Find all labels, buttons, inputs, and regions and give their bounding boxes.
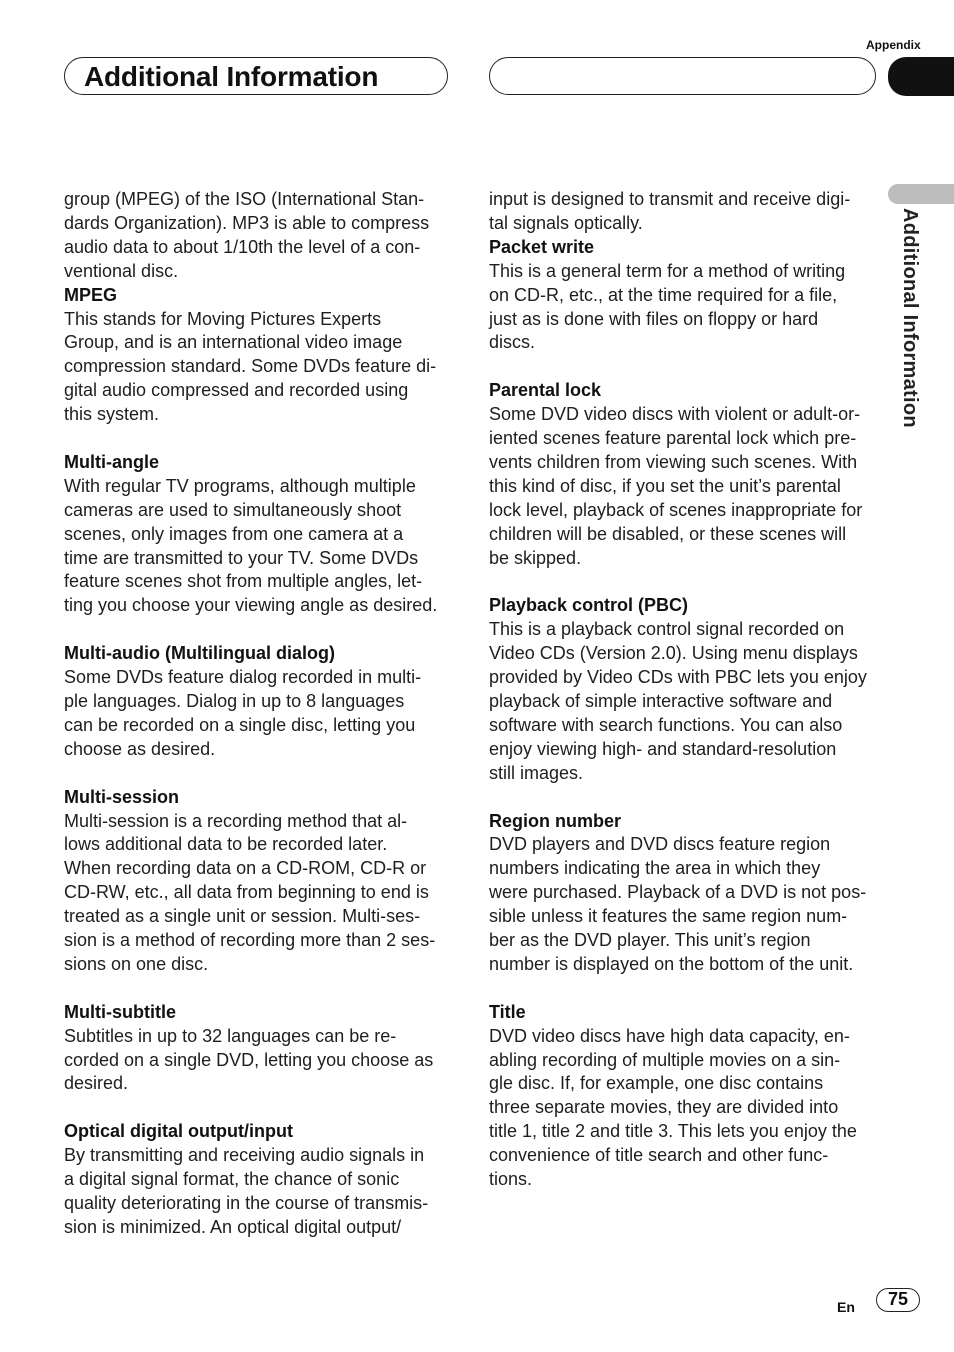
glossary-definition: Some DVDs feature dialog recorded in multi- ple languages. Dialog in up to 8 languages can be recorded on a single disc, letting you choose as desired. [64, 667, 422, 759]
glossary-term: Packet write [489, 236, 595, 257]
glossary-definition: DVD video discs have high data capacity, en- abling recording of multiple movies on a sin- gle disc. If, for example, one disc contains three separate movies, they are divided into title 1, title 2 and title 3. This lets you enjoy the convenience of title search and other func- tions. [489, 1025, 857, 1190]
side-tab-label: Additional Information [899, 208, 921, 428]
appendix-label: Appendix [866, 38, 921, 52]
glossary-term: Multi-angle [64, 451, 159, 472]
glossary-entry-multi-angle [64, 451, 456, 618]
right-intro-text: input is designed to transmit and receive digi- tal signals optically. [489, 189, 851, 233]
glossary-entry-multi-session [64, 786, 456, 977]
glossary-term: Parental lock [489, 380, 602, 401]
glossary-term: Optical digital output/input [64, 1121, 293, 1142]
glossary-term: MPEG [64, 284, 118, 305]
header-empty-box [489, 57, 876, 95]
glossary-entry-multi-audio [64, 642, 456, 762]
glossary-definition: This is a general term for a method of writing on CD-R, etc., at the time required for a file, just as is done with files on floppy or hard discs. [489, 260, 846, 353]
glossary-entry-parental-lock [489, 379, 881, 570]
glossary-definition: Subtitles in up to 32 languages can be re- corded on a single DVD, letting you choose as desired. [64, 1025, 434, 1094]
glossary-definition: By transmitting and receiving audio signals in a digital signal format, the chance of sonic quality deteriorating in the course of transmis- sion is minimized. An optical digital output/ [64, 1145, 429, 1237]
glossary-definition: This stands for Moving Pictures Experts Group, and is an international video image compression standard. Some DVDs feature di- gital audio compressed and recorded using this system. [64, 308, 437, 425]
section-title: Additional Information [84, 61, 379, 92]
glossary-entry-title [489, 1001, 881, 1192]
glossary-definition: With regular TV programs, although multiple cameras are used to simultaneously shoot scenes, only images from one camera at a time are transmitted to your TV. Some DVDs feature scenes shot from multiple angles, let- ting you choose your viewing angle as desired. [64, 475, 438, 616]
right-column [489, 188, 881, 1216]
glossary-entry-packet-write [489, 236, 881, 356]
glossary-term: Multi-audio (Multilingual dialog) [64, 643, 335, 664]
glossary-definition: This is a playback control signal recorded on Video CDs (Version 2.0). Using menu displays provided by Video CDs with PBC lets you enjoy playback of simple interactive software and software with search functions. You can also enjoy viewing high- and standard-resolution still images. [489, 619, 867, 783]
glossary-definition: DVD players and DVD discs feature region numbers indicating the area in which they were purchased. Playback of a DVD is not pos- sible unless it features the same region num- ber as the DVD player. This unit’s region number is displayed on the bottom of the unit. [489, 834, 867, 974]
side-tab-marker [888, 184, 954, 204]
left-column [64, 188, 456, 1264]
glossary-definition: Multi-session is a recording method that al- lows additional data to be recorded later. When recording data on a CD-ROM, CD-R or CD-RW, etc., all data from beginning to end is treated as a single unit or session. Multi-ses- sion is a method of recording more than 2 ses- sions on one disc. [64, 810, 436, 974]
glossary-definition: Some DVD video discs with violent or adult-or- iented scenes feature parental lock which pre- vents children from viewing such scenes. With this kind of disc, if you set the unit’s parental lock level, playback of scenes inappropriate for children will be disabled, or these scenes will be skipped. [489, 404, 863, 568]
glossary-term: Playback control (PBC) [489, 595, 689, 616]
glossary-entry-playback-control [489, 594, 881, 785]
glossary-entry-mpeg [64, 284, 456, 427]
left-intro-text: group (MPEG) of the ISO (International Stan- dards Organization). MP3 is able to compress audio data to about 1/10th the level of a con- ventional disc. [64, 189, 430, 281]
glossary-term: Multi-session [64, 786, 180, 807]
glossary-term: Title [489, 1001, 526, 1022]
header-black-tab [888, 57, 954, 96]
glossary-term: Region number [489, 810, 622, 831]
glossary-term: Multi-subtitle [64, 1001, 176, 1022]
language-label: En [837, 1299, 855, 1315]
glossary-entry-multi-subtitle [64, 1001, 456, 1097]
page-number: 75 [876, 1288, 920, 1312]
glossary-entry-optical-digital [64, 1120, 456, 1240]
section-title-box [64, 57, 448, 95]
glossary-entry-region-number [489, 810, 881, 977]
